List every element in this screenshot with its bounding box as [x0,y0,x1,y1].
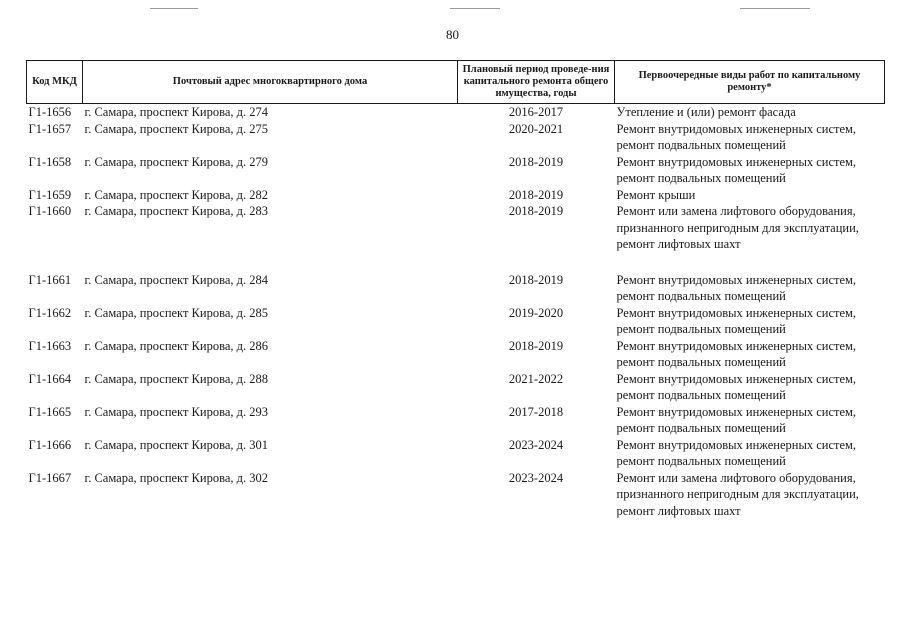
cell-address: г. Самара, проспект Кирова, д. 302 [84,470,268,485]
cell-works: Ремонт внутридомовых инженерных систем, ремонт подвальных помещений [616,272,857,303]
table-row [27,437,885,470]
cell-address: г. Самара, проспект Кирова, д. 283 [84,204,268,218]
cell-address: г. Самара, проспект Кирова, д. 293 [84,404,268,419]
cell-address: г. Самара, проспект Кирова, д. 285 [84,305,268,320]
cell-works: Ремонт или замена лифтового оборудования, признанного непригодным для эксплуатации, ремонт лифтовых шахт [616,470,859,518]
cell-period: 2020-2021 [508,121,564,136]
cell-code: Г1-1661 [28,272,72,287]
cell-address: г. Самара, проспект Кирова, д. 284 [84,272,268,287]
cell-code: Г1-1666 [28,437,72,452]
cell-period: 2018-2019 [508,154,564,169]
cell-works: Ремонт внутридомовых инженерных систем, ремонт подвальных помещений [616,437,857,468]
cell-works: Ремонт или замена лифтового оборудования, признанного непригодным для эксплуатации, ремонт лифтовых шахт [616,204,859,251]
cell-period: 2019-2020 [508,305,564,320]
cell-address: г. Самара, проспект Кирова, д. 282 [84,187,268,202]
cell-period: 2018-2019 [508,338,564,353]
cell-code: Г1-1658 [28,154,72,169]
cell-code: Г1-1660 [28,204,72,218]
table-header-row [27,61,885,104]
cell-works: Ремонт внутридомовых инженерных систем, ремонт подвальных помещений [616,305,857,336]
cell-address: г. Самара, проспект Кирова, д. 288 [84,371,268,386]
table-row [27,104,885,121]
cell-period: 2018-2019 [508,272,564,287]
table-row [27,305,885,338]
cell-period: 2018-2019 [508,204,564,218]
cell-address: г. Самара, проспект Кирова, д. 274 [84,105,268,119]
cell-code: Г1-1663 [28,338,72,353]
cell-address: г. Самара, проспект Кирова, д. 301 [84,437,268,452]
table-row [27,154,885,187]
cell-works: Ремонт внутридомовых инженерных систем, ремонт подвальных помещений [616,404,857,435]
table-row [27,187,885,204]
header-works: Первоочередные виды работ по капитальному ремонту* [615,61,885,104]
cell-period: 2016-2017 [508,105,564,119]
cell-address: г. Самара, проспект Кирова, д. 275 [84,121,268,136]
table-row [27,470,885,520]
cell-code: Г1-1656 [28,105,72,119]
cell-code: Г1-1665 [28,404,72,419]
cell-works: Ремонт внутридомовых инженерных систем, ремонт подвальных помещений [616,121,857,152]
table-row [27,121,885,154]
capital-repair-table [26,60,885,519]
cell-period: 2023-2024 [508,470,564,485]
cell-period: 2018-2019 [508,187,564,202]
table-row [27,272,885,305]
header-code: Код МКД [27,61,83,104]
cell-code: Г1-1662 [28,305,72,320]
header-period: Плановый период проведе-ния капитального ремонта общего имущества, годы [458,61,615,104]
table-row [27,404,885,437]
cell-works: Ремонт внутридомовых инженерных систем, ремонт подвальных помещений [616,371,857,402]
table-row [27,203,885,253]
cell-address: г. Самара, проспект Кирова, д. 286 [84,338,268,353]
header-address: Почтовый адрес многоквартирного дома [83,61,458,104]
cell-code: Г1-1659 [28,187,72,202]
cell-works: Ремонт внутридомовых инженерных систем, ремонт подвальных помещений [616,338,857,369]
cell-code: Г1-1657 [28,121,72,136]
cell-code: Г1-1664 [28,371,72,386]
cell-address: г. Самара, проспект Кирова, д. 279 [84,154,268,169]
table-row [27,338,885,371]
cell-period: 2021-2022 [508,371,564,386]
cell-works: Ремонт внутридомовых инженерных систем, ремонт подвальных помещений [616,154,857,185]
cell-period: 2023-2024 [508,437,564,452]
scan-artifact-marks [150,8,810,10]
cell-works: Ремонт крыши [616,187,696,202]
cell-code: Г1-1667 [28,470,72,485]
row-gap [27,253,885,272]
table-row [27,371,885,404]
cell-period: 2017-2018 [508,404,564,419]
cell-works: Утепление и (или) ремонт фасада [616,105,796,119]
page-number: 80 [446,27,459,42]
